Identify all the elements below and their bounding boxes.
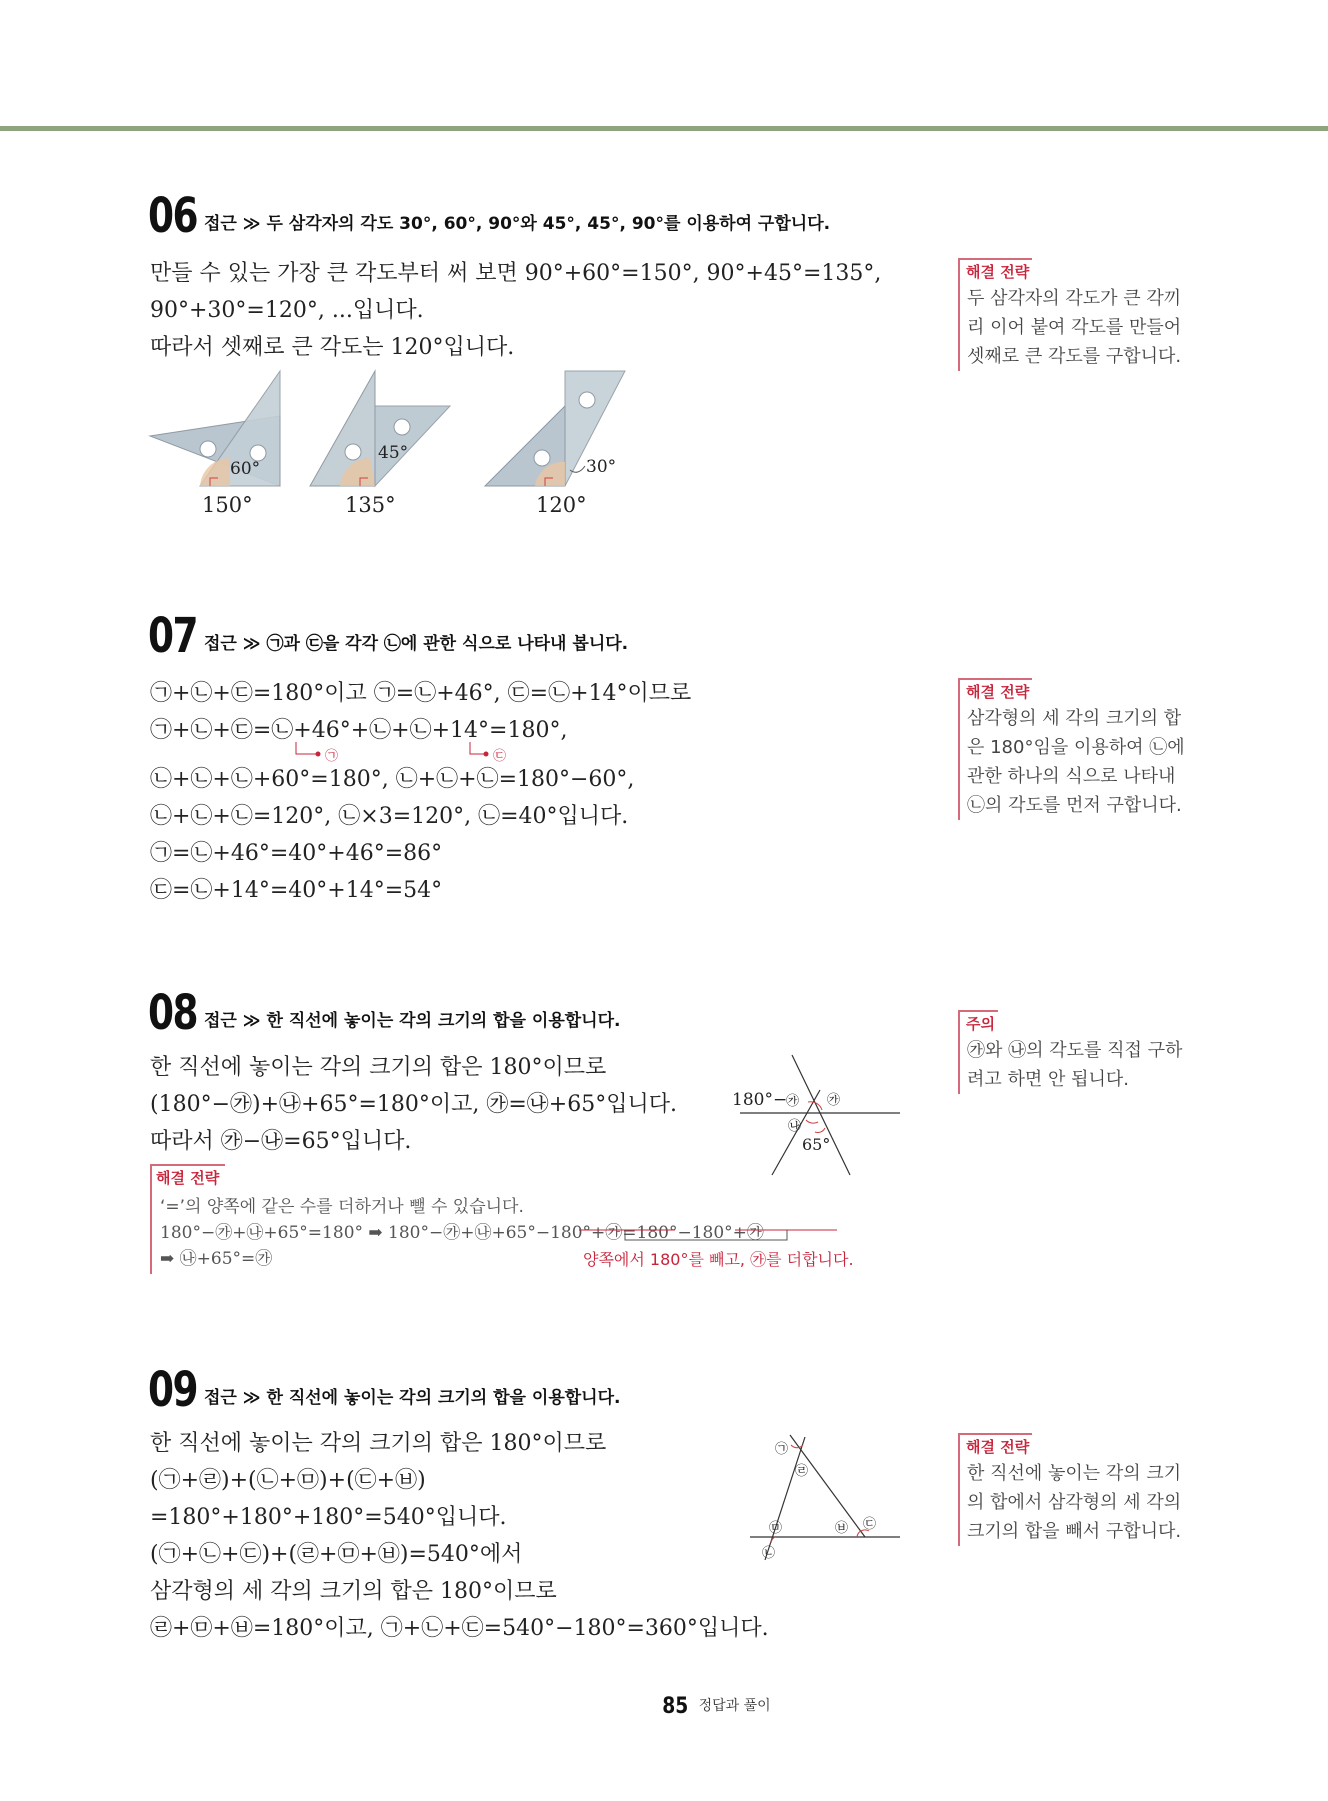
caption: 135°: [345, 493, 396, 517]
approach-text: 접근 ≫ ㉠과 ㉢을 각각 ㉡에 관한 식으로 나타내 봅니다.: [204, 634, 629, 654]
header-rule: [0, 126, 1328, 131]
solution-line: (㉠+㉣)+(㉡+㉤)+(㉢+㉥): [150, 1468, 426, 1493]
angle-label: 30°: [586, 457, 617, 477]
tip-note: 양쪽에서 180°를 빼고, ㉮를 더합니다.: [583, 1250, 854, 1269]
tip-line: ‘=’의 양쪽에 같은 수를 더하거나 뺄 수 있습니다.: [160, 1197, 524, 1217]
strategy-line: ㉡의 각도를 먼저 구합니다.: [967, 795, 1182, 816]
tip-annotation: [575, 1228, 875, 1288]
approach-text: 접근 ≫ 두 삼각자의 각도 30°, 60°, 90°와 45°, 45°, 90°를 이용하여 구합니다.: [204, 214, 831, 234]
angle-label: ㉥: [835, 1521, 849, 1536]
angle-label: ㉢: [863, 1517, 877, 1532]
mark-label: ㉠: [325, 749, 339, 764]
solution-line: ㉠+㉡+㉢=㉡+46°+㉡+㉡+14°=180°,: [150, 718, 568, 743]
strategy-line: 삼각형의 세 각의 크기의 합: [967, 708, 1182, 729]
problem-number: 08: [148, 985, 197, 1041]
strategy-box: [958, 678, 1212, 820]
lines-figure: [730, 1050, 905, 1180]
angle-label: ㉣: [795, 1464, 809, 1479]
solution-line: ㉣+㉤+㉥=180°이고, ㉠+㉡+㉢=540°−180°=360°입니다.: [150, 1616, 769, 1641]
caution-title: 주의: [958, 1010, 998, 1034]
approach-text: 접근 ≫ 한 직선에 놓이는 각의 크기의 합을 이용합니다.: [204, 1011, 621, 1031]
angle-label: ㉠: [775, 1442, 789, 1457]
angle-label: ㉮: [786, 1094, 800, 1109]
solution-line: 따라서 ㉮−㉯=65°입니다.: [150, 1129, 412, 1154]
strategy-line: 리 이어 붙여 각도를 만들어: [967, 317, 1182, 338]
solution-line: 한 직선에 놓이는 각의 크기의 합은 180°이므로: [150, 1431, 607, 1456]
solution-line: ㉠+㉡+㉢=180°이고 ㉠=㉡+46°, ㉢=㉡+14°이므로: [150, 681, 692, 706]
problem-number: 07: [148, 608, 197, 664]
angle-label: 65°: [802, 1135, 831, 1154]
strategy-line: 한 직선에 놓이는 각의 크기: [967, 1463, 1182, 1484]
strategy-box: [958, 258, 1212, 371]
strategy-line: 크기의 합을 빼서 구합니다.: [967, 1521, 1182, 1542]
caption: 150°: [202, 493, 253, 517]
strategy-line: 두 삼각자의 각도가 큰 각끼: [967, 288, 1182, 309]
combo-150: [150, 371, 280, 486]
caution-line: ㉮와 ㉯의 각도를 직접 구하: [967, 1040, 1183, 1061]
caution-line: 려고 하면 안 됩니다.: [967, 1069, 1129, 1090]
caption: 120°: [536, 493, 587, 517]
mark-label: ㉢: [493, 749, 507, 764]
caution-box: [958, 1010, 1212, 1094]
solution-line: 만들 수 있는 가장 큰 각도부터 써 보면 90°+60°=150°, 90°+45°=135°,: [150, 261, 882, 286]
strategy-line: 의 합에서 삼각형의 세 각의: [967, 1492, 1182, 1513]
solution-line: 따라서 셋째로 큰 각도는 120°입니다.: [150, 335, 515, 360]
triangle-figure: [745, 1425, 905, 1565]
page-footer: [660, 1694, 771, 1719]
problem-number: 06: [148, 188, 197, 244]
angle-label: ㉤: [769, 1521, 783, 1536]
solution-line: ㉠=㉡+46°=40°+46°=86°: [150, 841, 443, 866]
tip-line: ➡ ㉯+65°=㉮: [160, 1249, 273, 1269]
angle-label: 180°−: [732, 1090, 788, 1110]
solution-line: 한 직선에 놓이는 각의 크기의 합은 180°이므로: [150, 1055, 607, 1080]
set-square-figure: [140, 366, 640, 526]
solution-line: (180°−㉮)+㉯+65°=180°이고, ㉮=㉯+65°입니다.: [150, 1092, 677, 1117]
approach-text: 접근 ≫ 한 직선에 놓이는 각의 크기의 합을 이용합니다.: [204, 1388, 621, 1408]
solution-line: ㉢=㉡+14°=40°+14°=54°: [150, 878, 443, 903]
problem-number: 09: [148, 1362, 197, 1418]
strategy-title: 해결 전략: [958, 258, 1032, 282]
strategy-title: 해결 전략: [958, 678, 1032, 702]
strategy-line: 은 180°임을 이용하여 ㉡에: [967, 737, 1185, 758]
solution-line: 90°+30°=120°, ...입니다.: [150, 298, 424, 323]
footer-label: 정답과 풀이: [698, 1698, 771, 1714]
solution-line: 삼각형의 세 각의 크기의 합은 180°이므로: [150, 1579, 557, 1604]
angle-label: ㉯: [788, 1119, 802, 1134]
tip-title: 해결 전략: [150, 1164, 225, 1188]
solution-line: ㉡+㉡+㉡=120°, ㉡×3=120°, ㉡=40°입니다.: [150, 804, 629, 829]
strategy-line: 관한 하나의 식으로 나타내: [967, 766, 1176, 787]
solution-line: ㉡+㉡+㉡+60°=180°, ㉡+㉡+㉡=180°−60°,: [150, 767, 635, 792]
angle-label: ㉡: [762, 1546, 776, 1561]
tip-line: 180°−㉮+㉯+65°=180° ➡ 180°−㉮+㉯+65°−180°+㉮=180°−180°+㉮: [160, 1223, 764, 1243]
strategy-title: 해결 전략: [958, 1433, 1032, 1457]
angle-label: ㉮: [827, 1093, 841, 1108]
solution-line: (㉠+㉡+㉢)+(㉣+㉤+㉥)=540°에서: [150, 1542, 523, 1567]
angle-label: 60°: [230, 459, 261, 479]
strategy-line: 셋째로 큰 각도를 구합니다.: [967, 346, 1182, 367]
solution-line: =180°+180°+180°=540°입니다.: [150, 1505, 507, 1530]
combo-135: [310, 371, 450, 486]
strategy-box: [958, 1433, 1212, 1546]
page-number: 85: [662, 1694, 689, 1719]
angle-label: 45°: [378, 443, 409, 463]
